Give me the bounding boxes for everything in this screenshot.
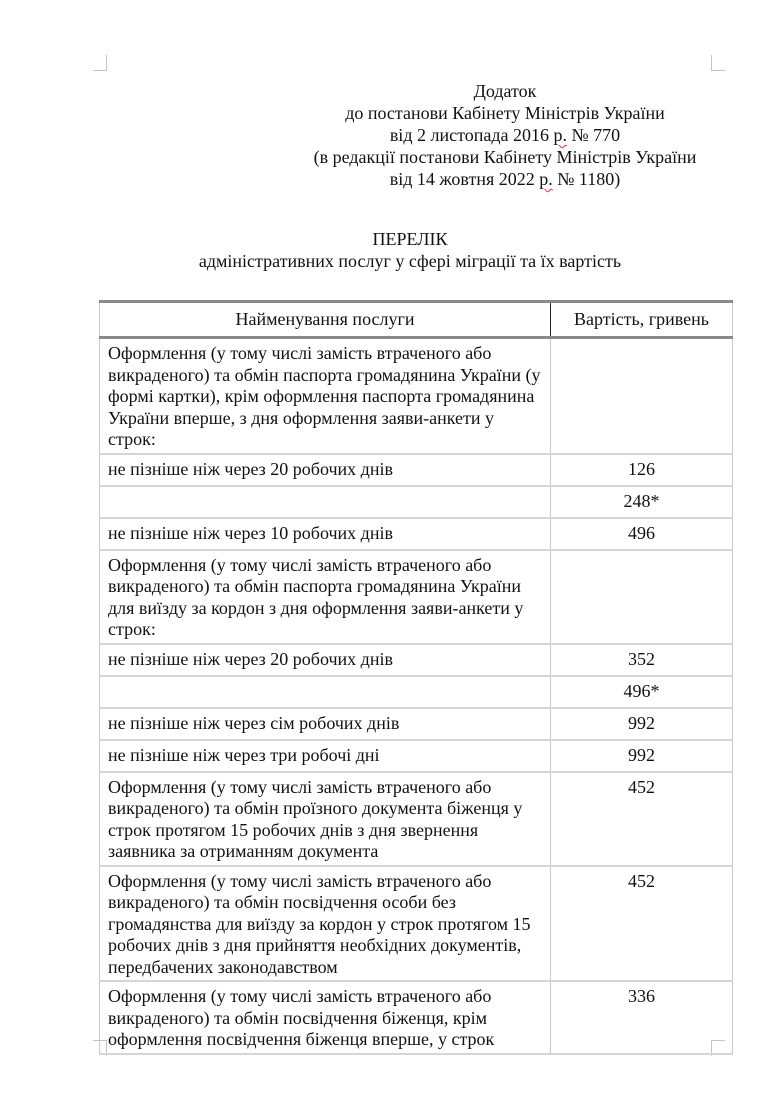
table-row	[100, 981, 733, 1054]
document-title	[100, 228, 720, 272]
cost-cell: 496*	[551, 676, 733, 708]
spellcheck-mark: р.	[539, 169, 553, 189]
services-cost-table	[99, 300, 733, 1055]
table-row	[100, 772, 733, 866]
table-row	[100, 708, 733, 740]
service-name-cell: Оформлення (у тому числі замість втраченого або викраденого) та обмін паспорта громадянина України (у формі картки), крім оформлення паспорта громадянина України вперше, з дня оформлення заяви-анкети у строк:	[100, 338, 551, 454]
page-corner-mark-top-right	[711, 55, 725, 71]
appendix-header	[300, 80, 710, 190]
cost-cell: 992	[551, 740, 733, 772]
appendix-line-3	[300, 124, 710, 146]
cost-cell	[551, 338, 733, 454]
table-row	[100, 740, 733, 772]
appendix-line-1: Додаток	[473, 81, 537, 101]
cost-cell	[551, 550, 733, 644]
column-header-cost: Вартість, гривень	[551, 302, 733, 338]
service-name-cell: не пізніше ніж через 20 робочих днів	[100, 454, 551, 486]
service-name-cell: Оформлення (у тому числі замість втраченого або викраденого) та обмін посвідчення особи без громадянства для виїзду за кордон у строк протягом 15 робочих днів з дня прийняття необхідних документів, передбачених законодавством	[100, 866, 551, 982]
table-row	[100, 644, 733, 676]
service-name-cell: не пізніше ніж через 20 робочих днів	[100, 644, 551, 676]
cost-cell: 452	[551, 866, 733, 982]
spellcheck-mark: р.	[553, 125, 567, 145]
table-row	[100, 676, 733, 708]
table-row	[100, 338, 733, 454]
appendix-line-2: до постанови Кабінету Міністрів України	[345, 103, 665, 123]
service-name-cell: Оформлення (у тому числі замість втраченого або викраденого) та обмін посвідчення біженця, крім оформлення посвідчення біженця вперше, у строк	[100, 981, 551, 1054]
table-row	[100, 550, 733, 644]
table-row	[100, 866, 733, 982]
appendix-line-3-number: № 770	[566, 125, 621, 145]
service-name-cell	[100, 486, 551, 518]
cost-cell: 352	[551, 644, 733, 676]
appendix-line-5-number: № 1180)	[552, 169, 621, 189]
cost-cell: 452	[551, 772, 733, 866]
table-row	[100, 518, 733, 550]
page-corner-mark-top-left	[93, 55, 107, 71]
service-name-cell	[100, 676, 551, 708]
cost-cell: 248*	[551, 486, 733, 518]
appendix-line-5	[300, 168, 710, 190]
cost-cell: 336	[551, 981, 733, 1054]
cost-cell: 496	[551, 518, 733, 550]
cost-cell: 992	[551, 708, 733, 740]
table-header-row	[100, 302, 733, 338]
appendix-line-4: (в редакції постанови Кабінету Міністрів України	[313, 147, 697, 167]
appendix-line-3-text: від 2 листопада 2016	[389, 125, 554, 145]
appendix-line-5-text: від 14 жовтня 2022	[389, 169, 540, 189]
table-row	[100, 486, 733, 518]
table-row	[100, 454, 733, 486]
service-name-cell: Оформлення (у тому числі замість втраченого або викраденого) та обмін проїзного документа біженця у строк протягом 15 робочих днів з дня звернення заявника за отриманням документа	[100, 772, 551, 866]
column-header-service-name: Найменування послуги	[100, 302, 551, 338]
service-name-cell: Оформлення (у тому числі замість втраченого або викраденого) та обмін паспорта громадянина України для виїзду за кордон з дня оформлення заяви-анкети у строк:	[100, 550, 551, 644]
title-heading: ПЕРЕЛІК	[372, 229, 448, 249]
service-name-cell: не пізніше ніж через сім робочих днів	[100, 708, 551, 740]
cost-cell: 126	[551, 454, 733, 486]
service-name-cell: не пізніше ніж через 10 робочих днів	[100, 518, 551, 550]
service-name-cell: не пізніше ніж через три робочі дні	[100, 740, 551, 772]
title-subheading: адміністративних послуг у сфері міграції та їх вартість	[198, 251, 622, 271]
